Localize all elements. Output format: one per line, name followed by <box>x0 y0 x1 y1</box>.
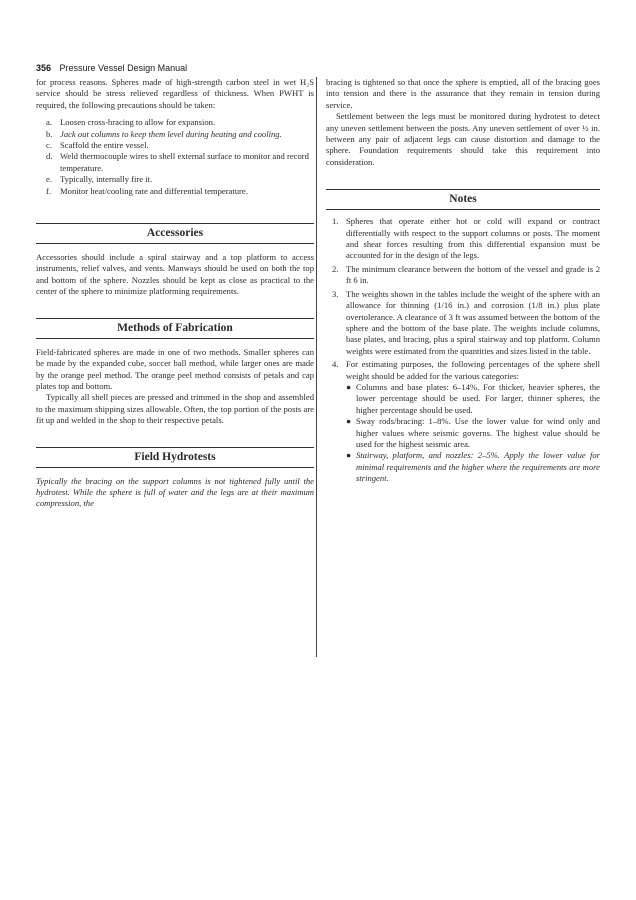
list-marker: f. <box>46 185 52 196</box>
list-item-text: Loosen cross-bracing to allow for expansion. <box>60 117 216 128</box>
bullet-icon: ● <box>346 381 352 392</box>
list-marker: b. <box>46 128 53 139</box>
intro-paragraph: for process reasons. Spheres made of high-strength carbon steel in wet H₂S service should be stress relieved regardless of thickness. When PWHT is required, the following precautions should be taken: <box>36 77 314 110</box>
column-divider <box>316 77 317 657</box>
note-text: For estimating purposes, the following percentages of the sphere shell weight should be added for the various categories: <box>346 359 600 381</box>
list-item-text: Monitor heat/cooling rate and differential temperature. <box>60 185 248 196</box>
fabrication-paragraph-2: Typically all shell pieces are pressed and trimmed in the shop and assembled to the maximum shipping sizes allowable. Often, the top portion of the posts are fit up and welded in the shop to their respective petals. <box>36 392 314 426</box>
list-item <box>46 129 314 140</box>
note-text: Spheres that operate either hot or cold will expand or contract differentially with respect to the support columns or posts. The moment and shear forces resulting from this differential expansion must be accounted for in the design of the legs. <box>346 216 600 261</box>
note-item <box>332 359 600 484</box>
category-text: Columns and base plates: 6–14%. For thicker, heavier spheres, the lower percentage should be used. For larger, thinner spheres, the higher percentage should be used. <box>356 381 600 415</box>
category-text: Stairway, platform, and nozzles: 2–5%. Apply the lower value for minimal requirements and the higher where the requirements are more stringent. <box>356 450 600 484</box>
hydrotests-paragraph: Typically the bracing on the support columns is not tightened fully until the hydrotest. While the sphere is full of water and the legs are at their maximum compression, the <box>36 475 314 509</box>
notes-list <box>326 216 600 484</box>
category-item <box>346 416 600 450</box>
note-item <box>332 289 600 357</box>
list-item-text: Scaffold the entire vessel. <box>60 140 149 151</box>
list-marker: a. <box>46 117 52 128</box>
hydrotests-heading: Field Hydrotests <box>36 447 314 468</box>
list-marker: e. <box>46 174 52 185</box>
list-item-text: Weld thermocouple wires to shell external surface to monitor and record temperature. <box>60 151 309 173</box>
bullet-icon: ● <box>346 416 352 427</box>
list-marker: d. <box>46 151 53 162</box>
fabrication-heading: Methods of Fabrication <box>36 318 314 339</box>
bullet-icon: ● <box>346 450 352 461</box>
note-item <box>332 264 600 287</box>
weight-categories-list <box>346 382 600 485</box>
note-text: The weights shown in the tables include the weight of the sphere with an allowance for thinning (1/16 in.) and corrosion (1/8 in.) plus plate overtolerance. A clearance of 3 ft was assumed between the bottom of the sphere and the bottom of the base plate. The weights include columns, base plates, and bracing, plus a spiral stairway and top platform. Column weights were estimated from the quantities and sizes listed in the table. <box>346 288 600 356</box>
list-item-text: Typically, internally fire it. <box>60 174 153 185</box>
list-item-text: Jack out columns to keep them level during heating and cooling. <box>60 128 282 139</box>
note-marker: 1. <box>332 216 339 227</box>
note-marker: 2. <box>332 263 339 274</box>
pwht-precautions-list <box>36 117 314 197</box>
page-number: 356 <box>36 63 52 73</box>
list-item <box>46 117 314 128</box>
accessories-heading: Accessories <box>36 223 314 244</box>
note-marker: 4. <box>332 359 339 370</box>
list-marker: c. <box>46 140 52 151</box>
note-item <box>332 216 600 262</box>
running-title: Pressure Vessel Design Manual <box>59 63 188 73</box>
list-item <box>46 140 314 151</box>
category-text: Sway rods/bracing: 1–8%. Use the lower value for wind only and higher values where seismic governs. The highest value should be used for the highest seismic area. <box>356 416 600 449</box>
list-item <box>46 174 314 185</box>
settlement-paragraph: Settlement between the legs must be monitored during hydrotest to detect any uneven settlement between the posts. Any uneven settlement of over ½ in. between any pair of adjacent legs can cause distortion and damage to the sphere. Foundation requirements should take this requirement into consideration. <box>326 111 600 167</box>
category-item <box>346 450 600 484</box>
notes-heading: Notes <box>326 189 600 210</box>
category-item <box>346 382 600 416</box>
continuation-paragraph: bracing is tightened so that once the sphere is emptied, all of the bracing goes into tension and there is the assurance that they remain in tension during service. <box>326 77 600 110</box>
list-item <box>46 186 314 197</box>
note-text: The minimum clearance between the bottom of the vessel and grade is 2 ft 6 in. <box>346 263 600 286</box>
accessories-paragraph: Accessories should include a spiral stairway and a top platform to access instruments, relief valves, and vents. Manways should be used on both the top and bottom of the sphere. Nozzles should be kept as close as practical to the center of the sphere to minimize platforming requirements. <box>36 252 314 297</box>
fabrication-paragraph-1: Field-fabricated spheres are made in one of two methods. Smaller spheres can be made by the expanded cube, soccer ball method, while larger ones are made by the orange peel method. The orange peel method consists of petals and cap plates top and bottom. <box>36 346 314 391</box>
left-column <box>36 77 314 510</box>
running-header <box>36 63 187 73</box>
list-item <box>46 151 314 174</box>
right-column <box>326 77 600 485</box>
note-marker: 3. <box>332 288 339 299</box>
